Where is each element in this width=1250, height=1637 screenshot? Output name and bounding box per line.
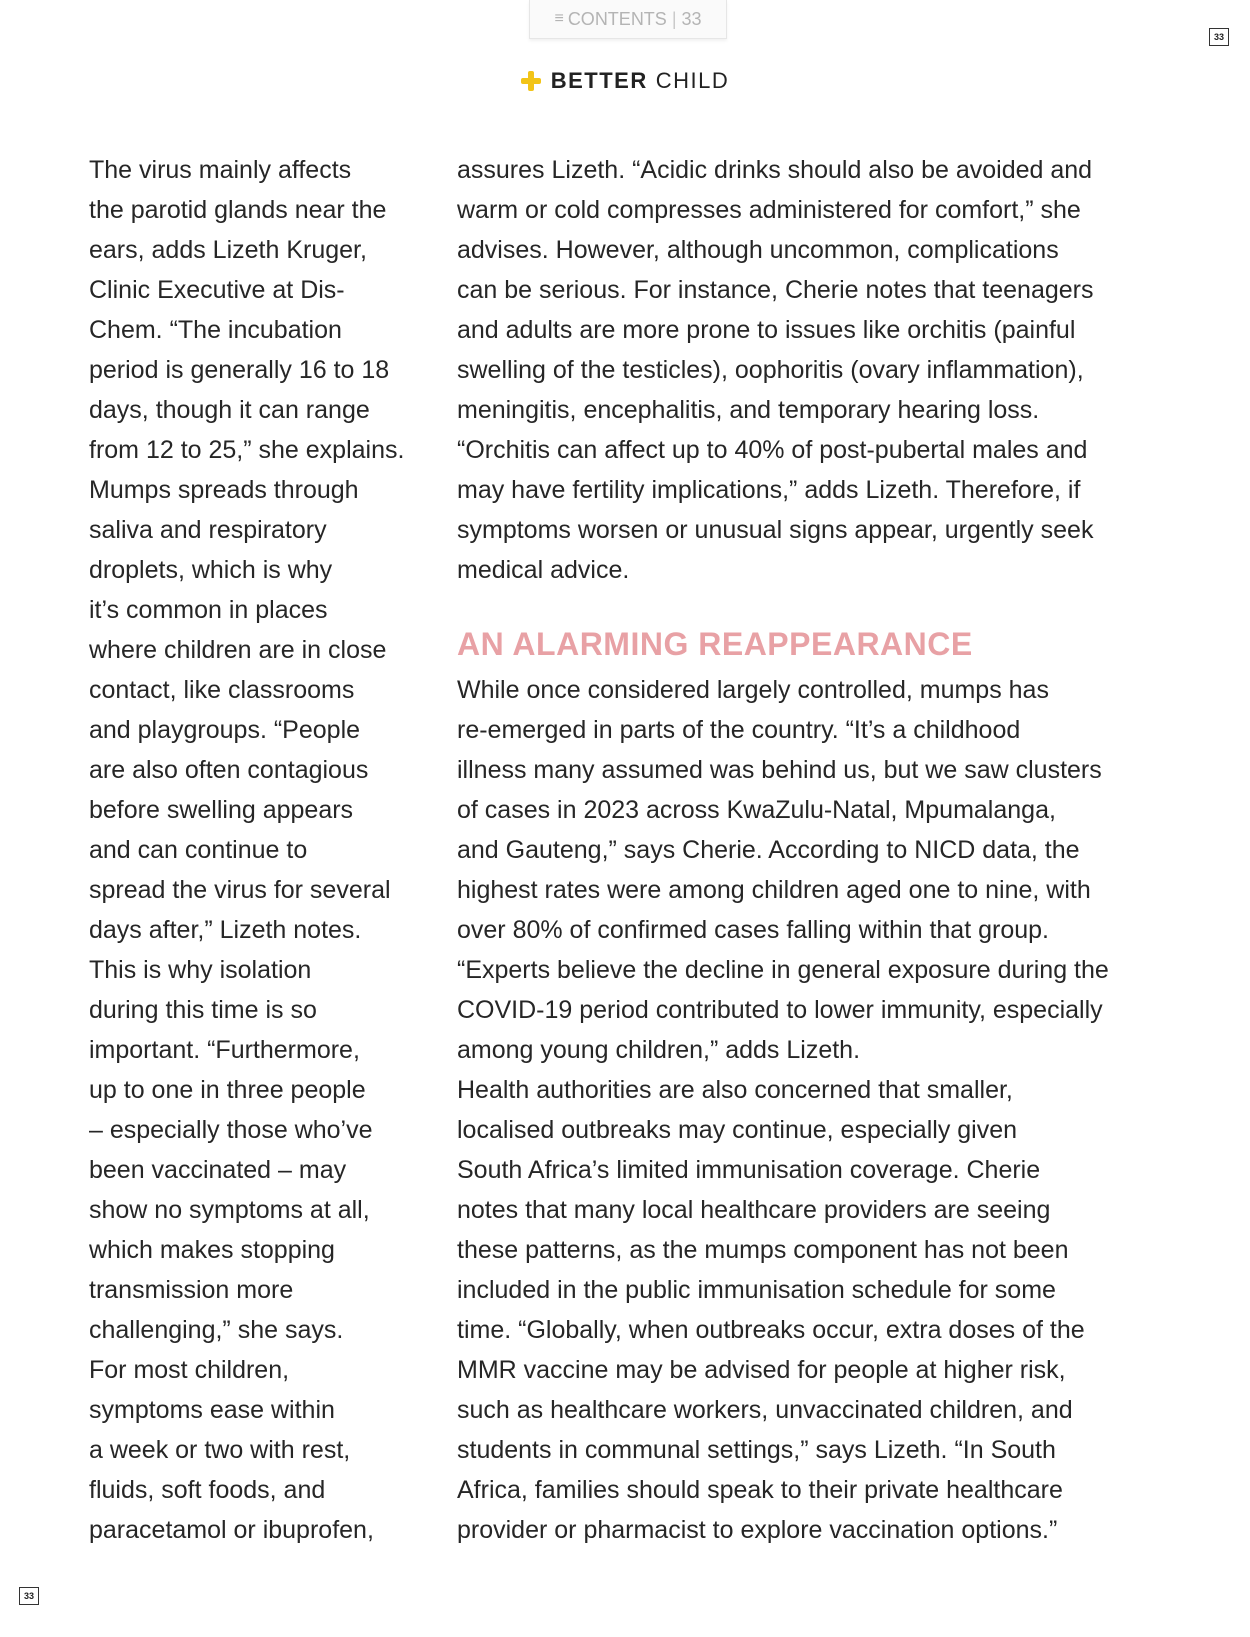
text-line: Mumps spreads through <box>89 476 359 504</box>
text-line: “Orchitis can affect up to 40% of post-pubertal males and <box>457 436 1088 464</box>
text-line: during this time is so <box>89 996 317 1024</box>
text-line: show no symptoms at all, <box>89 1196 370 1224</box>
text-line: from 12 to 25,” she explains. <box>89 436 405 464</box>
text-line: transmission more <box>89 1276 294 1304</box>
text-line: Chem. “The incubation <box>89 316 342 344</box>
text-line: which makes stopping <box>89 1236 335 1264</box>
text-line: droplets, which is why <box>89 556 333 584</box>
text-line: days, though it can range <box>89 396 370 424</box>
text-line: provider or pharmacist to explore vaccination options.” <box>457 1516 1058 1544</box>
section-header <box>0 64 1250 98</box>
subheading: AN ALARMING REAPPEARANCE <box>457 626 973 662</box>
text-line: are also often contagious <box>89 756 369 784</box>
text-line: can be serious. For instance, Cherie notes that teenagers <box>457 276 1094 304</box>
text-line: contact, like classrooms <box>89 676 355 704</box>
plus-cross-icon <box>521 71 541 91</box>
contents-label: CONTENTS <box>567 8 667 29</box>
text-line: such as healthcare workers, unvaccinated children, and <box>457 1396 1073 1424</box>
text-line: included in the public immunisation schedule for some <box>457 1276 1056 1304</box>
text-line: days after,” Lizeth notes. <box>89 916 362 944</box>
page-number-box-top[interactable]: 33 <box>1209 28 1229 46</box>
text-line: Health authorities are also concerned that smaller, <box>457 1076 1013 1104</box>
text-line: symptoms worsen or unusual signs appear, urgently seek <box>457 516 1094 544</box>
text-line: of cases in 2023 across KwaZulu-Natal, Mpumalanga, <box>457 796 1056 824</box>
text-line: Clinic Executive at Dis- <box>89 276 345 304</box>
text-line: swelling of the testicles), oophoritis (ovary inflammation), <box>457 356 1084 384</box>
text-line: localised outbreaks may continue, especially given <box>457 1116 1018 1144</box>
text-line: spread the virus for several <box>89 876 391 904</box>
text-line: and can continue to <box>89 836 308 864</box>
text-line: been vaccinated – may <box>89 1156 347 1184</box>
text-line: students in communal settings,” says Lizeth. “In South <box>457 1436 1056 1464</box>
text-line: notes that many local healthcare providers are seeing <box>457 1196 1051 1224</box>
right-column-text-continued <box>457 670 1177 1550</box>
text-line: South Africa’s limited immunisation coverage. Cherie <box>457 1156 1041 1184</box>
text-line: “Experts believe the decline in general exposure during the <box>457 956 1109 984</box>
text-line: COVID-19 period contributed to lower immunity, especially <box>457 996 1103 1024</box>
text-line: time. “Globally, when outbreaks occur, extra doses of the <box>457 1316 1085 1344</box>
section-title-light: CHILD <box>655 68 730 93</box>
text-line: meningitis, encephalitis, and temporary hearing loss. <box>457 396 1040 424</box>
text-line: may have fertility implications,” adds Lizeth. Therefore, if <box>457 476 1081 504</box>
text-line: symptoms ease within <box>89 1396 335 1424</box>
text-line: and Gauteng,” says Cherie. According to NICD data, the <box>457 836 1080 864</box>
page-number-box-bottom[interactable]: 33 <box>19 1587 39 1605</box>
text-line: challenging,” she says. <box>89 1316 344 1344</box>
text-line: up to one in three people <box>89 1076 366 1104</box>
left-column-text <box>89 150 429 1550</box>
text-line: MMR vaccine may be advised for people at higher risk, <box>457 1356 1066 1384</box>
contents-button[interactable] <box>529 0 727 39</box>
text-line: over 80% of confirmed cases falling within that group. <box>457 916 1049 944</box>
text-line: assures Lizeth. “Acidic drinks should also be avoided and <box>457 156 1093 184</box>
menu-icon: ≡ <box>554 10 564 27</box>
text-line: fluids, soft foods, and <box>89 1476 326 1504</box>
text-line: among young children,” adds Lizeth. <box>457 1036 861 1064</box>
text-line: these patterns, as the mumps component has not been <box>457 1236 1069 1264</box>
section-title-bold: BETTER <box>550 68 648 93</box>
text-line: highest rates were among children aged one to nine, with <box>457 876 1091 904</box>
text-line: illness many assumed was behind us, but we saw clusters <box>457 756 1102 784</box>
text-line: the parotid glands near the <box>89 196 387 224</box>
text-line: where children are in close <box>89 636 387 664</box>
text-line: The virus mainly affects <box>89 156 352 184</box>
text-line: This is why isolation <box>89 956 312 984</box>
text-line: – especially those who’ve <box>89 1116 373 1144</box>
text-line: re-emerged in parts of the country. “It’s a childhood <box>457 716 1021 744</box>
text-line: advises. However, although uncommon, complications <box>457 236 1059 264</box>
text-line: before swelling appears <box>89 796 354 824</box>
text-line: warm or cold compresses administered for comfort,” she <box>457 196 1081 224</box>
text-line: and adults are more prone to issues like orchitis (painful <box>457 316 1076 344</box>
text-line: it’s common in places <box>89 596 328 624</box>
text-line: important. “Furthermore, <box>89 1036 360 1064</box>
right-column-text <box>457 150 1177 590</box>
text-line: a week or two with rest, <box>89 1436 351 1464</box>
text-line: ears, adds Lizeth Kruger, <box>89 236 367 264</box>
text-line: paracetamol or ibuprofen, <box>89 1516 374 1544</box>
text-line: saliva and respiratory <box>89 516 327 544</box>
text-line: medical advice. <box>457 556 630 584</box>
text-line: period is generally 16 to 18 <box>89 356 390 384</box>
text-line: and playgroups. “People <box>89 716 361 744</box>
divider: | <box>671 8 677 29</box>
text-line: Africa, families should speak to their private healthcare <box>457 1476 1063 1504</box>
text-line: While once considered largely controlled, mumps has <box>457 676 1049 704</box>
text-line: For most children, <box>89 1356 290 1384</box>
page-number: 33 <box>681 8 702 29</box>
